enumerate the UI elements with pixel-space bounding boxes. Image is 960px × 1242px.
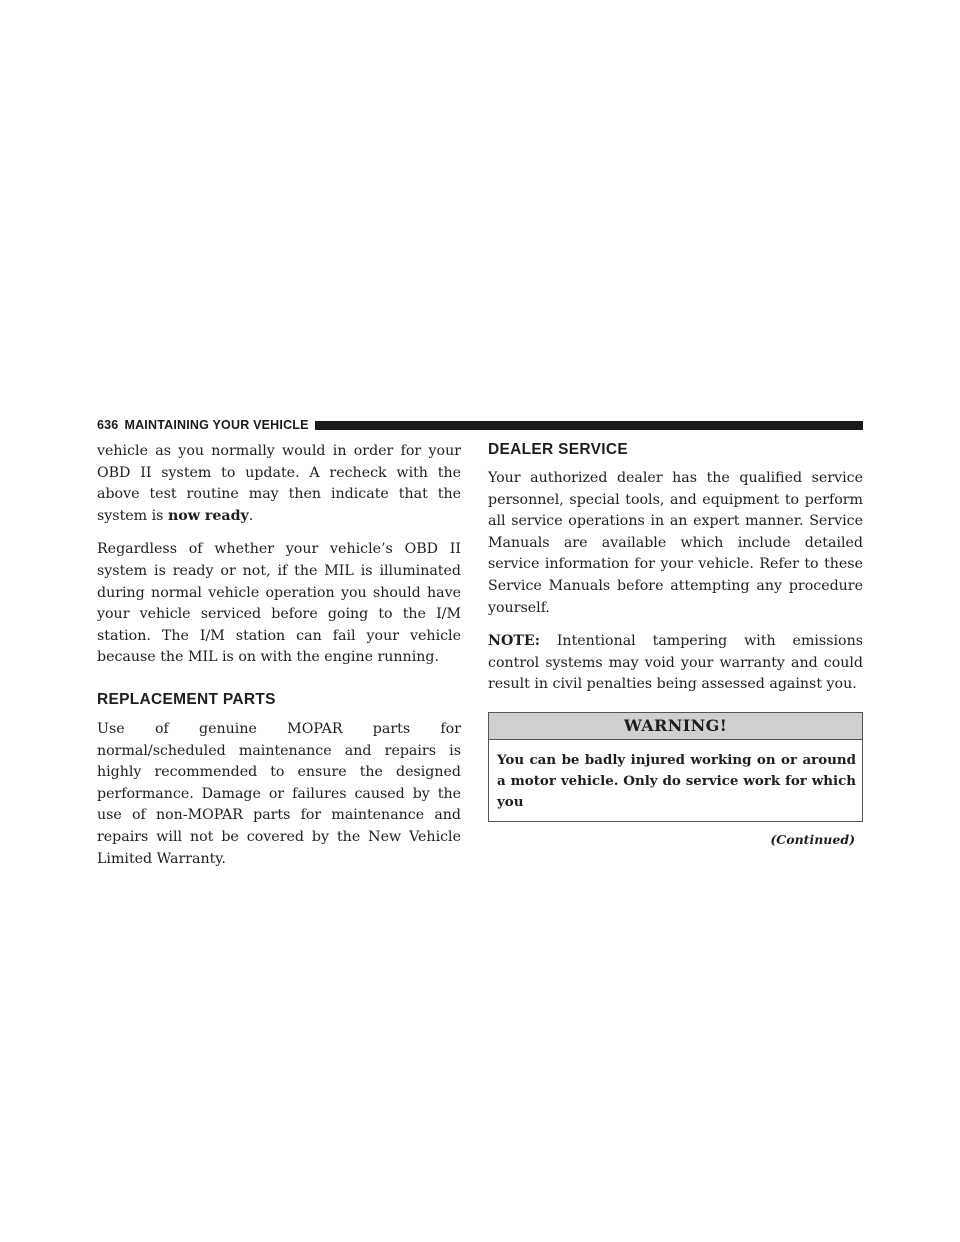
mil-paragraph: Regardless of whether your vehicle’s OBD II system is ready or not, if the MIL is illuminated during normal vehicle operation you should have your vehicle serviced before going to the I/M station. The I/M station can fail your vehicle because the MIL is on with the engine running.	[97, 541, 461, 666]
note-paragraph	[488, 631, 863, 696]
note-text: Intentional tampering with emissions control systems may void your warranty and could result in civil penalties being assessed against you.	[488, 633, 863, 693]
dealer-service-paragraph: Your authorized dealer has the qualified service personnel, special tools, and equipment to perform all service operations in an expert manner. Service Manuals are available which include detailed service information for your vehicle. Refer to these Service Manuals before attempting any procedure yourself.	[488, 470, 863, 616]
replacement-parts-heading: REPLACEMENT PARTS	[97, 690, 276, 708]
note-label: NOTE:	[488, 633, 540, 650]
left-column	[97, 441, 461, 882]
warning-box	[488, 712, 863, 822]
replacement-parts-paragraph: Use of genuine MOPAR parts for normal/scheduled maintenance and repairs is highly recommended to ensure the designed performance. Damage or failures caused by the use of non-MOPAR parts for maintenance and repairs will not be covered by the New Vehicle Limited Warranty.	[97, 720, 461, 867]
right-column	[488, 441, 863, 847]
warning-title: WARNING!	[489, 713, 862, 740]
obd-update-paragraph	[97, 441, 461, 527]
section-title: MAINTAINING YOUR VEHICLE	[124, 418, 309, 432]
warning-text: You can be badly injured working on or around a motor vehicle. Only do service work for which you	[497, 751, 856, 810]
page-header	[97, 418, 863, 432]
obd-update-end: .	[248, 507, 254, 524]
obd-update-text: vehicle as you normally would in order for your OBD II system to update. A recheck with the above test routine may then indicate that the system is	[97, 443, 461, 524]
continued-label: (Continued)	[770, 831, 855, 847]
page-number: 636	[97, 418, 119, 432]
now-ready-text: now ready	[167, 507, 249, 524]
dealer-service-heading: DEALER SERVICE	[488, 441, 628, 458]
header-rule	[315, 421, 863, 430]
